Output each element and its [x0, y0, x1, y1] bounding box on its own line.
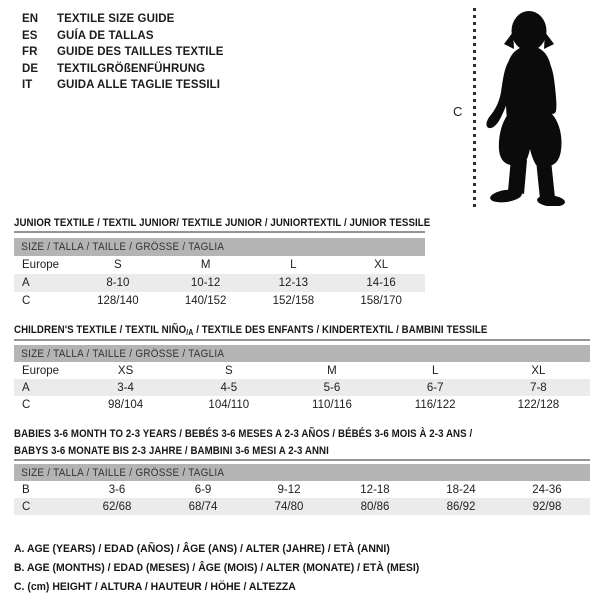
- size-header-cell: [14, 464, 590, 481]
- baby-ear-right: [544, 32, 554, 49]
- children-title-subscript: /A: [186, 328, 194, 337]
- value-cell: 86/92: [418, 498, 504, 515]
- row-label: B: [22, 483, 30, 496]
- language-row: [22, 11, 224, 28]
- children-title-part: CHILDREN'S TEXTILE / TEXTIL NIÑO: [14, 324, 187, 336]
- divider-rule: [14, 339, 590, 341]
- language-title-block: [22, 11, 224, 94]
- size-cell: M: [327, 364, 337, 377]
- legend-line-height: C. (cm) HEIGHT / ALTURA / HAUTEUR / HÖHE / ALTEZZA: [14, 580, 296, 593]
- size-header-label: SIZE / TALLA / TAILLE / GRÖSSE / TAGLIA: [21, 466, 225, 479]
- language-title: TEXTILGRÖßENFÜHRUNG: [57, 62, 206, 75]
- table-row: [14, 256, 425, 274]
- language-title: GUIDA ALLE TAGLIE TESSILI: [57, 79, 221, 92]
- language-row: [22, 61, 224, 78]
- baby-leg-left: [508, 158, 527, 194]
- value-cell: 18-24: [446, 483, 476, 496]
- babies-size-table: [14, 464, 590, 515]
- language-title: TEXTILE SIZE GUIDE: [57, 13, 175, 25]
- value-cell: 62/68: [74, 498, 160, 515]
- junior-table-title: JUNIOR TEXTILE / TEXTIL JUNIOR/ TEXTILE JUNIOR / JUNIORTEXTIL / JUNIOR TESSILE: [14, 217, 431, 229]
- value-cell: 152/158: [272, 295, 315, 307]
- children-title-part: / TEXTILE DES ENFANTS / KINDERTEXTIL / BAMBINI TESSILE: [193, 324, 488, 336]
- baby-silhouette-image: [483, 6, 573, 206]
- size-header-cell: [14, 238, 425, 256]
- size-cell: L: [290, 259, 297, 271]
- measure-legend: [14, 540, 419, 596]
- height-dotted-line: [473, 8, 476, 210]
- legend-line-age-years: A. AGE (YEARS) / EDAD (AÑOS) / ÂGE (ANS) / ALTER (JAHRE) / ETÀ (ANNI): [14, 543, 390, 555]
- table-row: [14, 292, 425, 310]
- children-size-table: [14, 345, 590, 413]
- language-code: DE: [22, 62, 39, 75]
- size-cell: S: [224, 364, 233, 377]
- language-row: [22, 77, 224, 94]
- divider-rule: [14, 231, 425, 233]
- value-cell: 98/104: [108, 398, 144, 411]
- size-header-cell: [14, 345, 590, 362]
- language-row: [22, 28, 224, 45]
- value-cell: 5-6: [280, 379, 383, 396]
- height-measure-label: C: [453, 104, 463, 119]
- size-cell: M: [200, 259, 211, 271]
- size-header-row: [14, 345, 590, 362]
- size-header-label: SIZE / TALLA / TAILLE / GRÖSSE / TAGLIA: [21, 241, 225, 253]
- table-row: [14, 498, 590, 515]
- table-row: [14, 379, 590, 396]
- size-cell: XS: [117, 364, 134, 377]
- value-cell: 3-6: [108, 483, 126, 496]
- language-code: FR: [22, 46, 38, 59]
- value-cell: 74/80: [246, 498, 332, 515]
- value-cell: 68/74: [160, 498, 246, 515]
- table-row: [14, 274, 425, 292]
- value-cell: 24-36: [532, 483, 562, 496]
- row-label: C: [22, 398, 31, 411]
- value-cell: 3-4: [74, 379, 177, 396]
- value-cell: 6-9: [194, 483, 212, 496]
- babies-table-title: [14, 426, 472, 459]
- language-title: GUÍA DE TALLAS: [57, 29, 154, 42]
- value-cell: 116/122: [414, 398, 456, 411]
- language-row: [22, 44, 224, 61]
- row-label: Europe: [22, 364, 60, 377]
- size-header-row: [14, 238, 425, 256]
- value-cell: 110/116: [312, 398, 352, 411]
- value-cell: 140/152: [184, 295, 227, 307]
- size-header-row: [14, 464, 590, 481]
- baby-ear-left: [504, 32, 514, 49]
- value-cell: 104/110: [208, 398, 250, 411]
- language-code: IT: [22, 79, 33, 92]
- language-code: EN: [22, 13, 39, 25]
- table-row: [14, 396, 590, 413]
- table-row: [14, 362, 590, 379]
- size-cell: L: [431, 364, 439, 377]
- size-cell: XL: [374, 259, 389, 271]
- value-cell: 92/98: [504, 498, 590, 515]
- babies-title-line1: BABIES 3-6 MONTH TO 2-3 YEARS / BEBÉS 3-6 MESES A 2-3 AÑOS / BÉBÉS 3-6 MOIS À 2-3 ANS /: [14, 428, 473, 440]
- value-cell: 8-10: [74, 274, 162, 292]
- value-cell: 128/140: [97, 295, 139, 307]
- value-cell: 80/86: [332, 498, 418, 515]
- value-cell: 12-13: [250, 274, 338, 292]
- row-label: C: [14, 498, 74, 515]
- legend-line-age-months: B. AGE (MONTHS) / EDAD (MESES) / ÂGE (MOIS) / ALTER (MONATE) / ETÀ (MESI): [14, 561, 420, 574]
- table-row: [14, 481, 590, 498]
- row-label: A: [14, 379, 74, 396]
- value-cell: 6-7: [384, 379, 487, 396]
- junior-size-table: [14, 238, 425, 310]
- size-header-label: SIZE / TALLA / TAILLE / GRÖSSE / TAGLIA: [21, 347, 225, 360]
- value-cell: 14-16: [337, 274, 425, 292]
- value-cell: 158/170: [360, 295, 402, 307]
- divider-rule: [14, 459, 590, 461]
- value-cell: 10-12: [162, 274, 250, 292]
- row-label: C: [22, 295, 31, 307]
- value-cell: 12-18: [360, 483, 390, 496]
- babies-title-line2: BABYS 3-6 MONATE BIS 2-3 JAHRE / BAMBINI 3-6 MESI A 2-3 ANNI: [14, 444, 329, 457]
- baby-head: [512, 11, 547, 51]
- size-cell: XL: [531, 364, 546, 377]
- row-label: Europe: [22, 259, 60, 271]
- value-cell: 122/128: [517, 398, 560, 411]
- value-cell: 9-12: [277, 483, 301, 496]
- language-code: ES: [22, 29, 38, 42]
- size-cell: S: [114, 259, 122, 271]
- baby-leg-right: [536, 160, 555, 199]
- language-title: GUIDE DES TAILLES TEXTILE: [57, 46, 224, 59]
- value-cell: 7-8: [487, 379, 590, 396]
- value-cell: 4-5: [177, 379, 280, 396]
- row-label: A: [14, 274, 74, 292]
- baby-shorts: [499, 112, 562, 166]
